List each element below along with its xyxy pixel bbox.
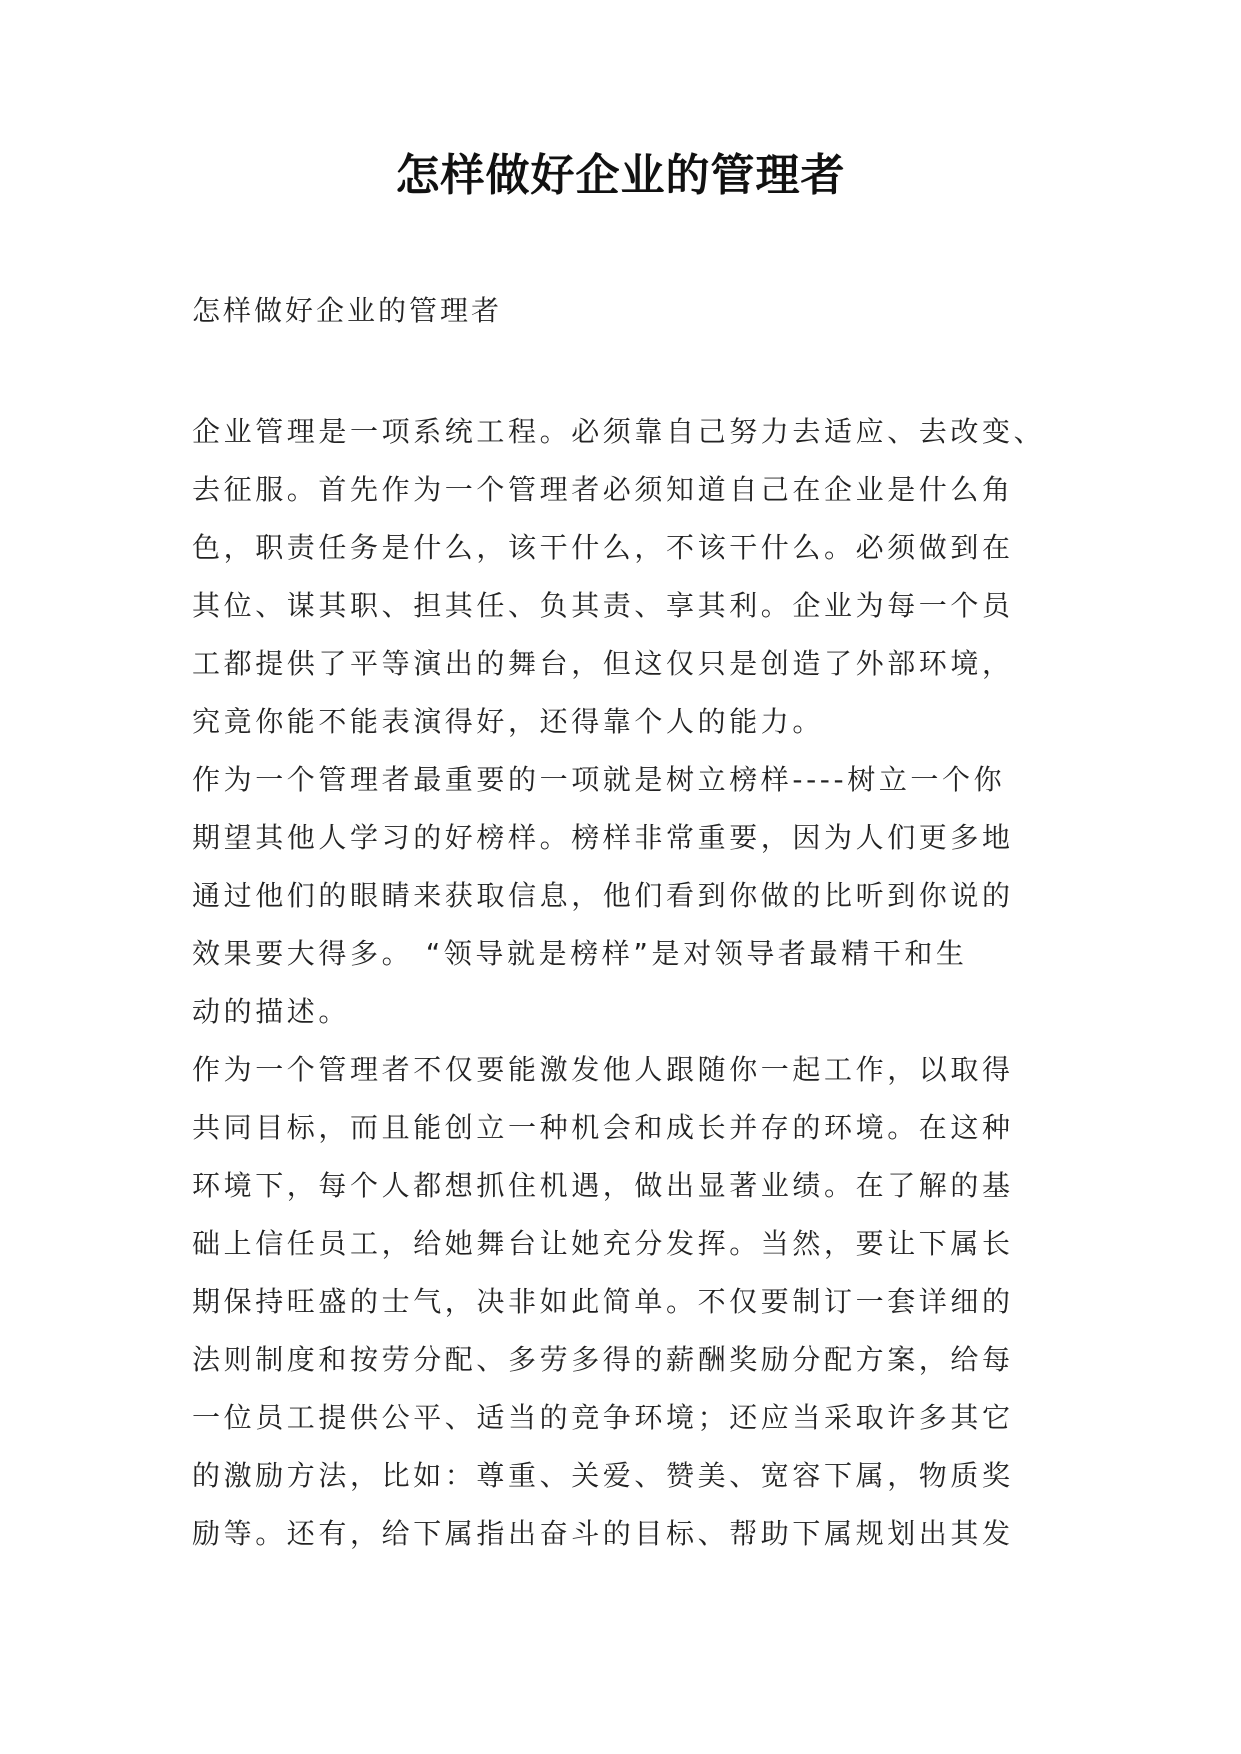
body-line: 企业管理是一项系统工程。必须靠自己努力去适应、去改变、: [192, 415, 1046, 448]
body-line: 究竟你能不能表演得好，还得靠个人的能力。: [192, 705, 825, 738]
body-line: 色，职责任务是什么，该干什么，不该干什么。必须做到在: [192, 531, 1014, 564]
body-line: 的激励方法，比如：尊重、关爱、赞美、宽容下属，物质奖: [192, 1459, 1014, 1492]
body-line: 础上信任员工，给她舞台让她充分发挥。当然，要让下属长: [192, 1227, 1014, 1260]
body-line: 作为一个管理者不仅要能激发他人跟随你一起工作，以取得: [192, 1053, 1014, 1086]
body-line: 共同目标，而且能创立一种机会和成长并存的环境。在这种: [192, 1111, 1014, 1144]
body-line: 励等。还有，给下属指出奋斗的目标、帮助下属规划出其发: [192, 1517, 1014, 1550]
body-line: 期保持旺盛的士气，决非如此简单。不仅要制订一套详细的: [192, 1285, 1014, 1318]
body-line: 作为一个管理者最重要的一项就是树立榜样----树立一个你: [192, 763, 1006, 796]
document-subtitle: 怎样做好企业的管理者: [192, 294, 503, 327]
document-body: [192, 403, 1062, 1563]
document-title: 怎样做好企业的管理者: [395, 150, 846, 201]
body-line: 通过他们的眼睛来获取信息，他们看到你做的比听到你说的: [192, 879, 1014, 912]
body-line: 一位员工提供公平、适当的竞争环境；还应当采取许多其它: [192, 1401, 1014, 1434]
body-line: 工都提供了平等演出的舞台，但这仅只是创造了外部环境，: [192, 647, 1014, 680]
body-line: 动的描述。: [192, 995, 351, 1028]
body-line: 环境下，每个人都想抓住机遇，做出显著业绩。在了解的基: [192, 1169, 1014, 1202]
body-line: 期望其他人学习的好榜样。榜样非常重要，因为人们更多地: [192, 821, 1014, 854]
body-line: 去征服。首先作为一个管理者必须知道自己在企业是什么角: [192, 473, 1014, 506]
body-line: 法则制度和按劳分配、多劳多得的薪酬奖励分配方案，给每: [192, 1343, 1014, 1376]
body-line: 效果要大得多。 “领导就是榜样”是对领导者最精干和生: [192, 937, 968, 970]
body-line: 其位、谋其职、担其任、负其责、享其利。企业为每一个员: [192, 589, 1014, 622]
